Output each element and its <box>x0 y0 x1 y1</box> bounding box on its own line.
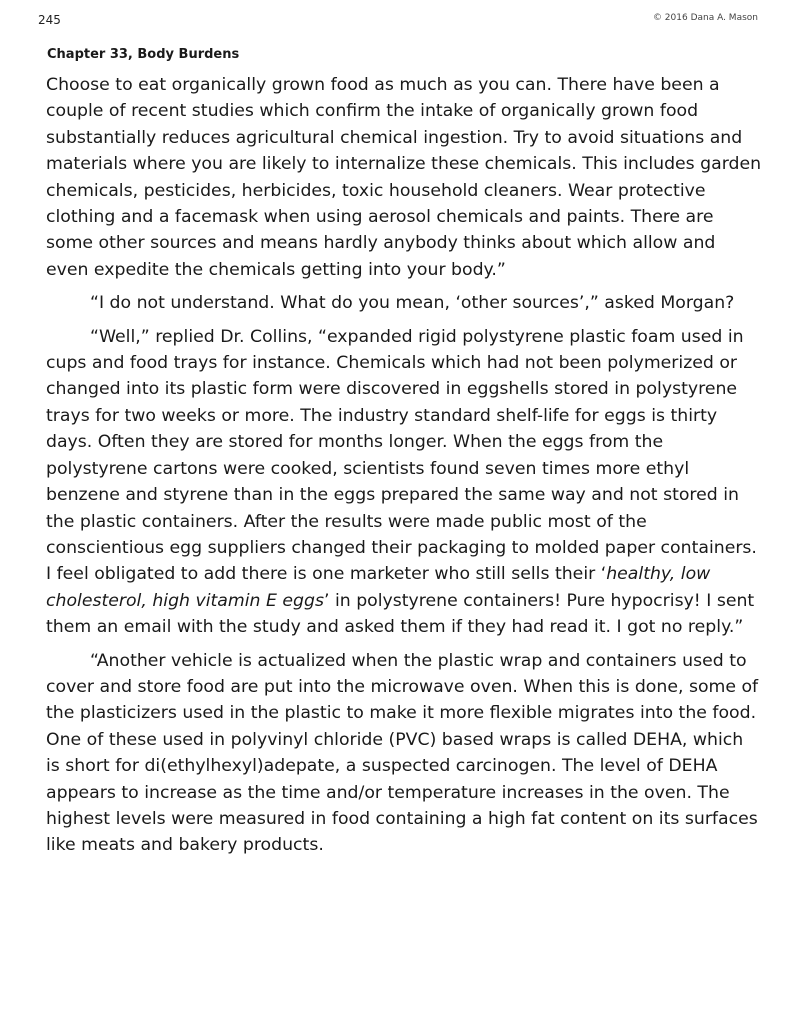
body-text <box>46 72 762 866</box>
page-number: 245 <box>38 13 61 27</box>
paragraph-4: “Another vehicle is actualized when the plastic wrap and containers used to cover and store food are put into the microwave oven. When this is done, some of the plasticizers used in the plastic to make it more flexible migrates into the food. One of these used in polyvinyl chloride (PVC) based wraps is called DEHA, which is short for di(ethylhexyl)adepate, a suspected carcinogen. The level of DEHA appears to increase as the time and/or temperature increases in the oven. The highest levels were measured in food containing a high fat content on its surfaces like meats and bakery products. <box>46 650 759 856</box>
paragraph-3-text-after: ’ in polystyrene containers! Pure hypocrisy! I sent them an email with the study and asked them if they had read it. I got no reply.” <box>46 590 755 638</box>
paragraph-3-text-before: “Well,” replied Dr. Collins, “expanded rigid polystyrene plastic foam used in cups and food trays for instance. Chemicals which had not been polymerized or changed into its plastic form were discovered in eggshells stored in polystyrene trays for two weeks or more. The industry standard shelf-life for eggs is thirty days. Often they are stored for months longer. When the eggs from the polystyrene cartons were cooked, scientists found seven times more ethyl benzene and styrene than in the eggs prepared the same way and not stored in the plastic containers. After the results were made public most of the conscientious egg suppliers changed their packaging to molded paper containers. I feel obligated to add there is one marketer who still sells their ‘ <box>46 326 757 585</box>
chapter-heading: Chapter 33, Body Burdens <box>47 47 240 62</box>
copyright-notice: © 2016 Dana A. Mason <box>652 13 758 23</box>
paragraph-3-italic-quote: healthy, low cholesterol, high vitamin E eggs <box>46 564 711 611</box>
paragraph-3 <box>46 324 762 641</box>
paragraph-2: “I do not understand. What do you mean, ‘other sources’,” asked Morgan? <box>90 293 735 314</box>
paragraph-1: Choose to eat organically grown food as much as you can. There have been a couple of recent studies which confirm the intake of organically grown food substantially reduces agricultural chemical ingestion. Try to avoid situations and materials where you are likely to internalize these chemicals. This includes garden chemicals, pesticides, herbicides, toxic household cleaners. Wear protective clothing and a facemask when using aerosol chemicals and paints. There are some other sources and means hardly anybody thinks about which allow and even expedite the chemicals getting into your body.” <box>46 75 762 280</box>
